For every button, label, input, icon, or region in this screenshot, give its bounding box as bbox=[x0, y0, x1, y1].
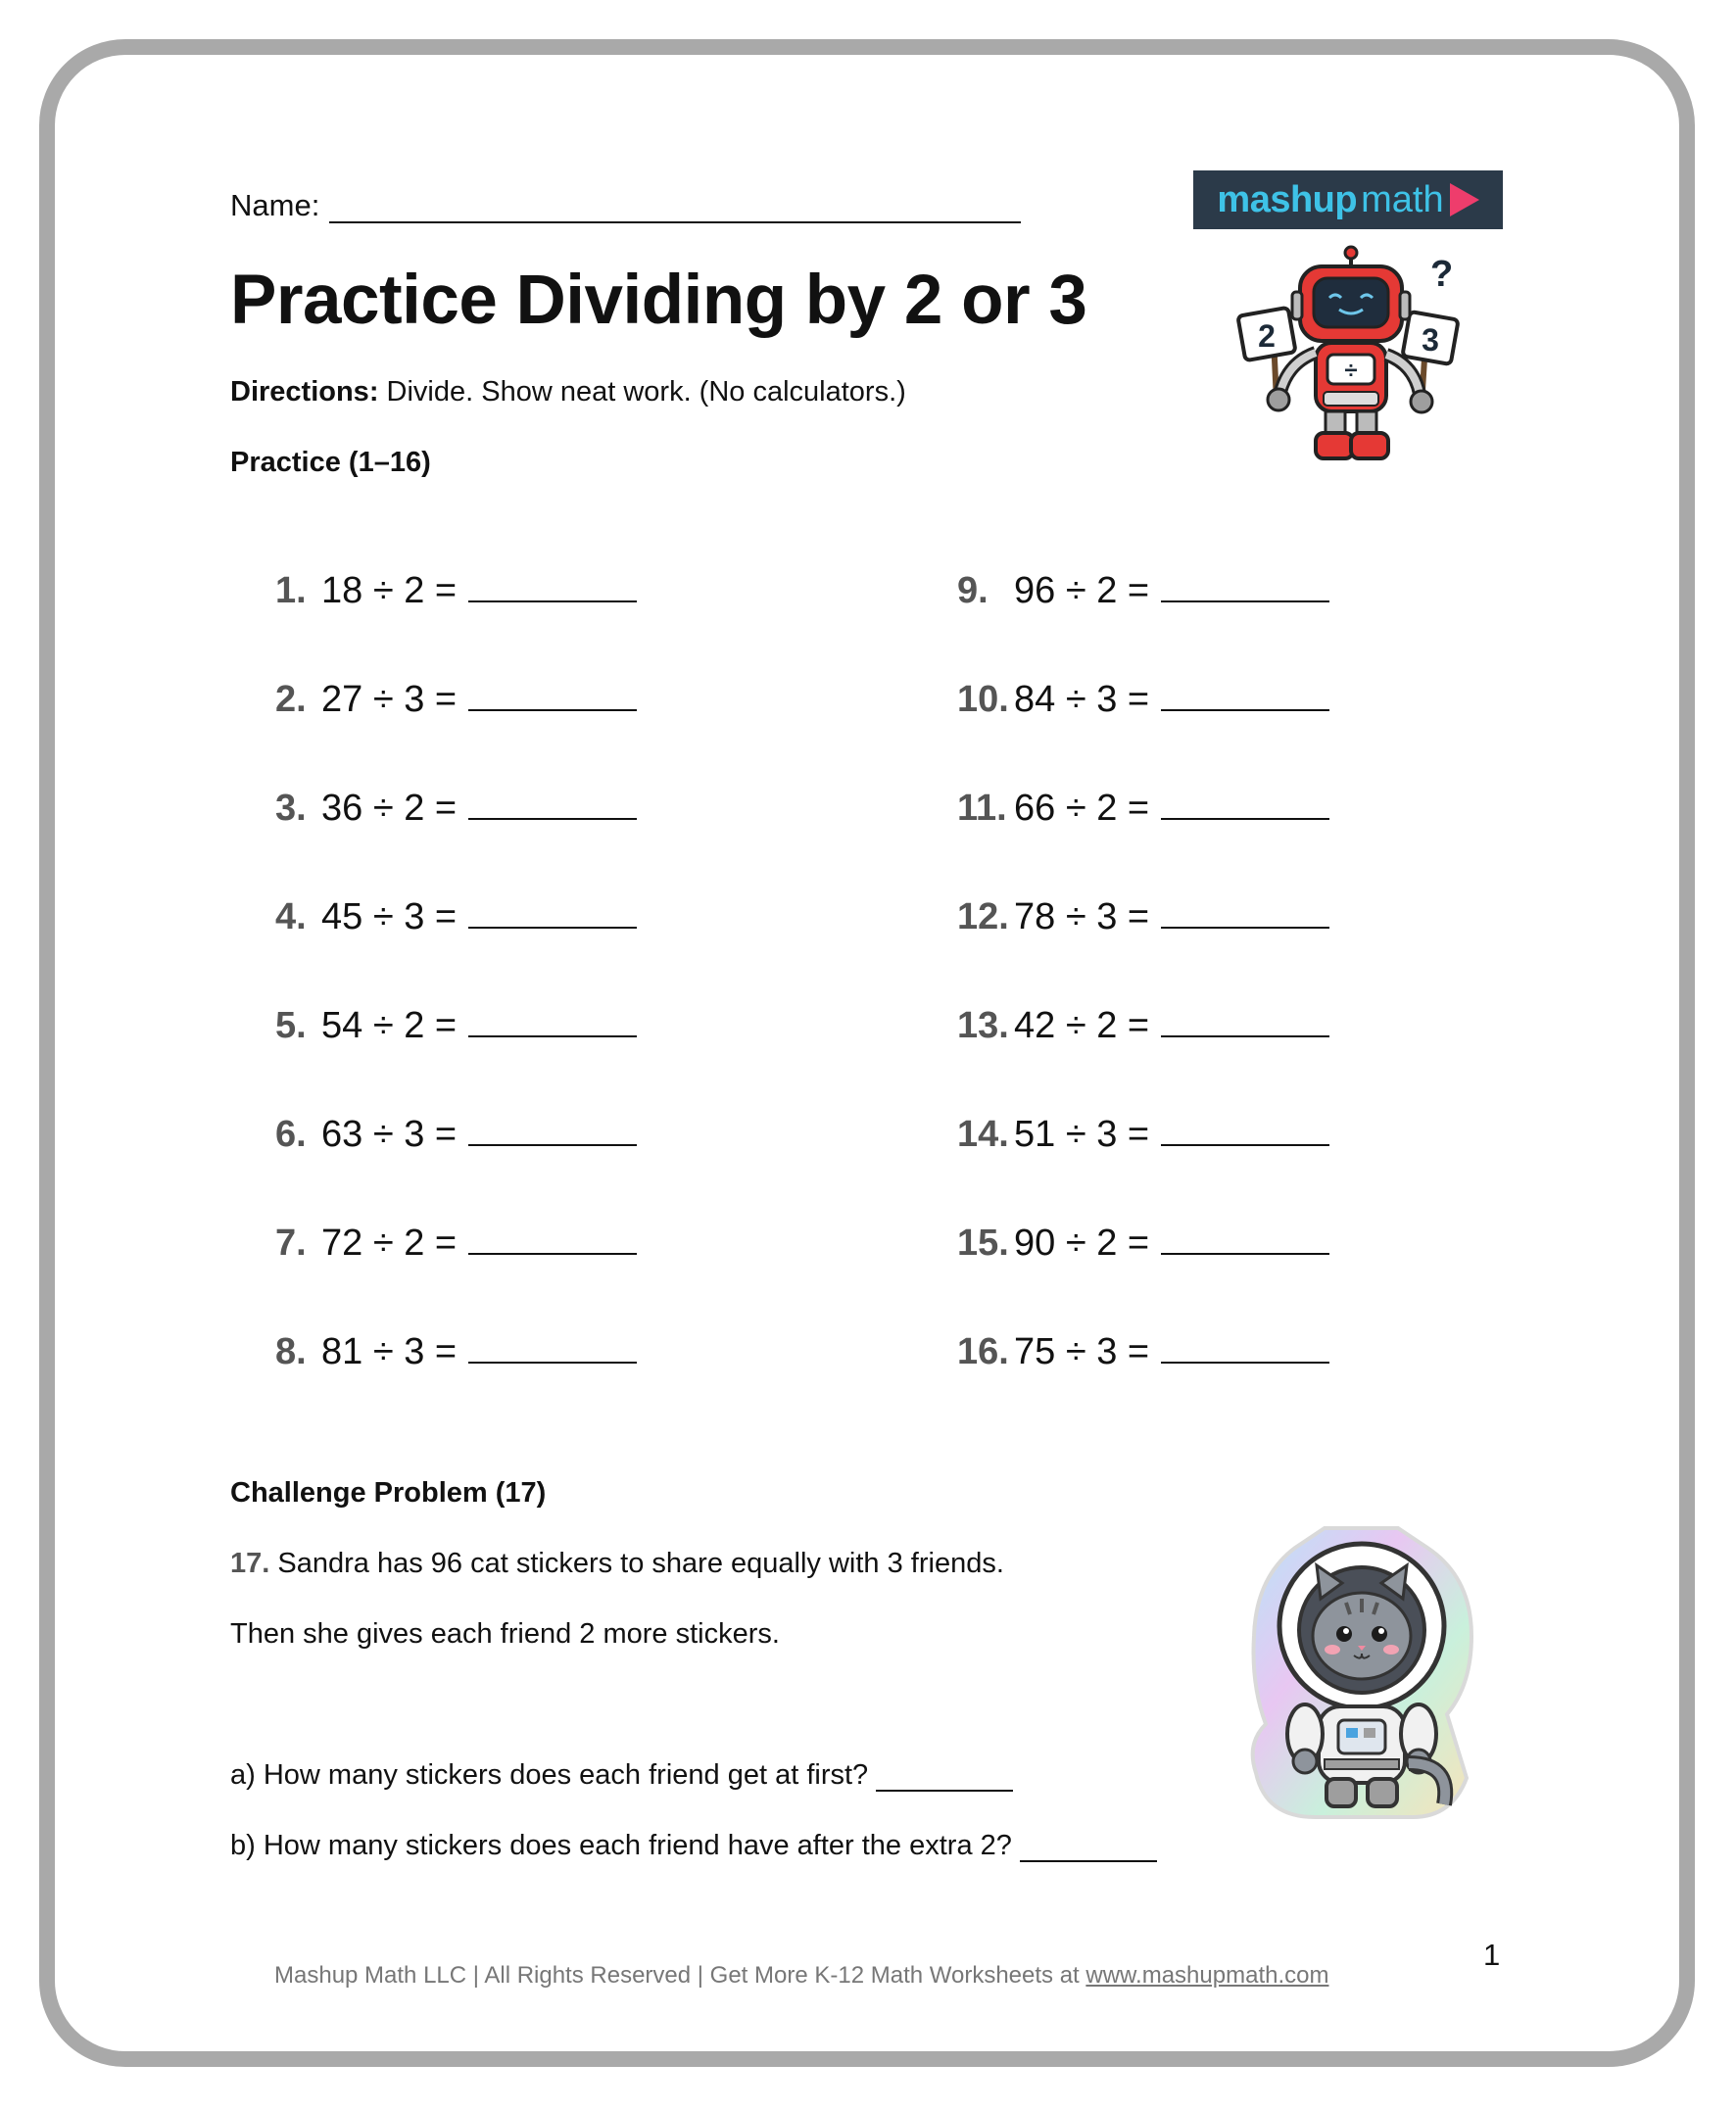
problem-expression: 27 ÷ 3 = bbox=[321, 679, 458, 720]
problem-item bbox=[957, 1331, 1329, 1373]
problem-number: 5. bbox=[275, 1005, 307, 1046]
problem-expression: 63 ÷ 3 = bbox=[321, 1114, 458, 1155]
problem-expression: 81 ÷ 3 = bbox=[321, 1331, 458, 1372]
problem-number: 14. bbox=[957, 1114, 1009, 1155]
robot-illustration bbox=[1230, 245, 1479, 475]
problem-item bbox=[275, 570, 637, 612]
problem-item bbox=[275, 1223, 637, 1265]
problem-number: 2. bbox=[275, 679, 307, 720]
problem-item bbox=[957, 1114, 1329, 1156]
answer-blank[interactable] bbox=[1161, 1332, 1329, 1364]
problem-number: 8. bbox=[275, 1331, 307, 1372]
question-b bbox=[230, 1830, 1157, 1862]
problem-item bbox=[957, 570, 1329, 612]
astronaut-cat-sticker bbox=[1236, 1518, 1486, 1837]
divide-symbol-icon: ÷ bbox=[1344, 358, 1358, 384]
challenge-text-line1: Sandra has 96 cat stickers to share equally with 3 friends. bbox=[277, 1548, 1004, 1579]
practice-heading: Practice (1–16) bbox=[230, 447, 431, 478]
problem-item bbox=[275, 896, 637, 938]
answer-blank[interactable] bbox=[468, 1332, 637, 1364]
answer-blank[interactable] bbox=[1161, 1006, 1329, 1037]
mashupmath-logo bbox=[1193, 170, 1503, 229]
logo-math-text: math bbox=[1361, 178, 1444, 220]
problem-number: 3. bbox=[275, 788, 307, 829]
problem-number: 12. bbox=[957, 896, 1009, 937]
problem-expression: 66 ÷ 2 = bbox=[1014, 788, 1150, 829]
challenge-problem-line1 bbox=[230, 1548, 1004, 1580]
problem-number: 16. bbox=[957, 1331, 1009, 1372]
name-field bbox=[230, 188, 1021, 223]
directions bbox=[230, 376, 906, 408]
challenge-heading: Challenge Problem (17) bbox=[230, 1477, 547, 1509]
robot-sign-left-text: 2 bbox=[1258, 318, 1276, 354]
answer-a-blank[interactable] bbox=[876, 1764, 1013, 1792]
problem-expression: 51 ÷ 3 = bbox=[1014, 1114, 1150, 1155]
answer-b-blank[interactable] bbox=[1020, 1835, 1157, 1862]
page-number: 1 bbox=[1483, 1938, 1501, 1972]
answer-blank[interactable] bbox=[468, 1115, 637, 1146]
challenge-number: 17. bbox=[230, 1548, 270, 1579]
answer-blank[interactable] bbox=[468, 1223, 637, 1255]
answer-blank[interactable] bbox=[1161, 571, 1329, 602]
problem-expression: 18 ÷ 2 = bbox=[321, 570, 458, 611]
problem-item bbox=[275, 1114, 637, 1156]
answer-blank[interactable] bbox=[468, 1006, 637, 1037]
answer-blank[interactable] bbox=[468, 897, 637, 929]
problem-item bbox=[275, 1005, 637, 1047]
answer-blank[interactable] bbox=[468, 680, 637, 711]
directions-label: Directions: bbox=[230, 376, 379, 408]
logo-mashup-text: mashup bbox=[1217, 178, 1358, 220]
problem-item bbox=[275, 788, 637, 830]
problem-expression: 45 ÷ 3 = bbox=[321, 896, 458, 937]
answer-blank[interactable] bbox=[1161, 680, 1329, 711]
problem-expression: 36 ÷ 2 = bbox=[321, 788, 458, 829]
question-b-text: b) How many stickers does each friend have after the extra 2? bbox=[230, 1830, 1012, 1861]
problem-number: 7. bbox=[275, 1223, 307, 1264]
problem-item bbox=[957, 1223, 1329, 1265]
name-label: Name: bbox=[230, 188, 320, 222]
answer-blank[interactable] bbox=[1161, 1223, 1329, 1255]
problem-number: 11. bbox=[957, 788, 1007, 829]
problem-expression: 72 ÷ 2 = bbox=[321, 1223, 458, 1264]
problem-number: 10. bbox=[957, 679, 1009, 720]
problem-expression: 90 ÷ 2 = bbox=[1014, 1223, 1150, 1264]
problem-number: 1. bbox=[275, 570, 307, 611]
problem-item bbox=[957, 896, 1329, 938]
worksheet-title: Practice Dividing by 2 or 3 bbox=[230, 262, 1087, 339]
footer bbox=[274, 1962, 1328, 1990]
problem-item bbox=[275, 679, 637, 721]
name-blank[interactable] bbox=[329, 188, 1021, 223]
problem-expression: 54 ÷ 2 = bbox=[321, 1005, 458, 1046]
question-a-text: a) How many stickers does each friend get at first? bbox=[230, 1759, 869, 1791]
problem-expression: 96 ÷ 2 = bbox=[1014, 570, 1150, 611]
problem-number: 9. bbox=[957, 570, 989, 611]
problem-item bbox=[957, 788, 1329, 830]
robot-sign-left bbox=[1237, 308, 1295, 360]
problem-expression: 75 ÷ 3 = bbox=[1014, 1331, 1150, 1372]
problem-item bbox=[275, 1331, 637, 1373]
problem-expression: 42 ÷ 2 = bbox=[1014, 1005, 1150, 1046]
footer-text: Mashup Math LLC | All Rights Reserved | Get More K-12 Math Worksheets at bbox=[274, 1962, 1086, 1989]
problem-number: 13. bbox=[957, 1005, 1009, 1046]
problem-item bbox=[957, 1005, 1329, 1047]
directions-text: Divide. Show neat work. (No calculators.) bbox=[378, 376, 906, 408]
question-a bbox=[230, 1759, 1013, 1792]
answer-blank[interactable] bbox=[1161, 1115, 1329, 1146]
answer-blank[interactable] bbox=[468, 789, 637, 820]
answer-blank[interactable] bbox=[1161, 789, 1329, 820]
answer-blank[interactable] bbox=[468, 571, 637, 602]
problem-item bbox=[957, 679, 1329, 721]
answer-blank[interactable] bbox=[1161, 897, 1329, 929]
question-mark-icon: ? bbox=[1430, 254, 1454, 295]
problem-number: 4. bbox=[275, 896, 307, 937]
problem-number: 6. bbox=[275, 1114, 307, 1155]
play-arrow-icon bbox=[1450, 183, 1479, 216]
problem-expression: 84 ÷ 3 = bbox=[1014, 679, 1150, 720]
challenge-text-line2: Then she gives each friend 2 more stickers. bbox=[230, 1618, 780, 1650]
problem-expression: 78 ÷ 3 = bbox=[1014, 896, 1150, 937]
problem-number: 15. bbox=[957, 1223, 1009, 1264]
footer-link[interactable]: www.mashupmath.com bbox=[1085, 1962, 1329, 1989]
robot-sign-right bbox=[1402, 312, 1458, 364]
robot-sign-right-text: 3 bbox=[1422, 322, 1439, 358]
